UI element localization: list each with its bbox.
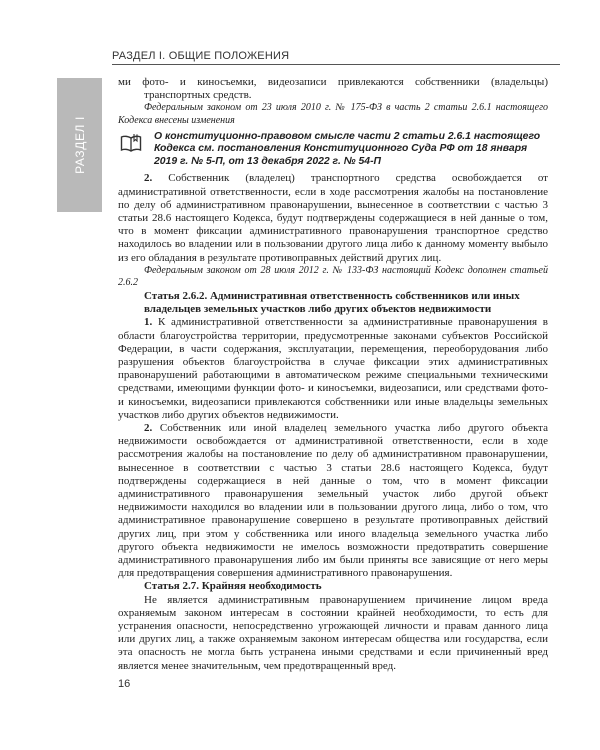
article-2-6-2-title: Статья 2.6.2. Административная ответственность собственников или иных владельцев земельных участков либо других объектов недвижимости bbox=[144, 289, 520, 316]
open-book-icon bbox=[120, 133, 142, 153]
page-content bbox=[118, 76, 548, 673]
paragraph-text: Собственник (владелец) транспортного средства освобождается от административной ответственности, если в ходе рассмотрения жалобы на постановление по делу об административном правонарушении, вынесенное в соответствии с частью 3 статьи 28.6 настоящего Кодекса, будут подтверждены содержащиеся в ней данные о том, что в момент фиксации административного правонарушения транспортное средство находилось во владении или в пользовании другого лица либо к данному моменту выбыло из его обладания в результате противоправных действий других лиц. bbox=[118, 172, 548, 264]
article-2-7-text: Не является административным правонарушением причинение лицом вреда охраняемым законом интересам в состоянии крайней необходимости, то есть для устранения опасности, непосредственно угрожающей личности и правам данного лица или других лиц, а также охраняемым законом интересам общества или государства, если эта опасность не могла быть устранена иными средствами и если причиненный вред является менее значительным, чем предотвращенный вред. bbox=[118, 593, 548, 672]
page-number: 16 bbox=[118, 678, 131, 690]
addition-note: Федеральным законом от 28 июля 2012 г. № 133-ФЗ настоящий Кодекс дополнен статьей 2.6.2 bbox=[118, 264, 548, 289]
article-2-7-title: Статья 2.7. Крайняя необходимость bbox=[144, 580, 322, 593]
section-side-tab bbox=[57, 78, 102, 212]
article-2-6-2-part-2 bbox=[118, 422, 548, 580]
paragraph-number: 1. bbox=[144, 316, 153, 329]
paragraph-text: К административной ответственности за административные правонарушения в области благоустройства территории, предусмотренные законами субъектов Российской Федерации, в части содержания, эксплуатации, перемещения, переоборудования либо разрушения объектов благоустройства в случае фиксации этих административных правонарушений работающими в автоматическом режиме специальными техническими средствами, имеющими функции фото- и киносъемки, видеозаписи, или средствами фото- и киносъемки, видеозаписи привлекаются собственники или иные владельцы земельных участков либо других объектов недвижимости. bbox=[118, 316, 548, 421]
paragraph-continuation: ми фото- и киносъемки, видеозаписи привлекаются собственники (владельцы) транспортных средств. bbox=[118, 76, 548, 102]
paragraph-number: 2. bbox=[144, 422, 153, 435]
paragraph-number: 2. bbox=[144, 172, 153, 185]
paragraph-2 bbox=[118, 172, 548, 264]
constitutional-court-note bbox=[120, 131, 548, 169]
paragraph-text: Собственник или иной владелец земельного участка либо другого объекта недвижимости освобождается от административной ответственности, если в ходе рассмотрения жалобы на постановление по делу об административном правонарушении, вынесенное в соответствии с частью 3 статьи 28.6 настоящего Кодекса, будут подтверждены содержащиеся в ней данные о том, что в момент фиксации административного правонарушения земельный участок либо другой объект недвижимости находился во владении или в пользовании другого лица, либо о том, что административное правонарушение совершено в результате противоправных действий других лиц, при этом у собственника или иного владельца земельного участка либо другого объекта недвижимости не имелось возможности предотвратить совершение административного правонарушения либо им были приняты все зависящие от него меры для предотвращения совершения административного правонарушения. bbox=[118, 422, 548, 580]
side-tab-label: РАЗДЕЛ I bbox=[72, 116, 87, 174]
header-rule bbox=[112, 64, 560, 65]
note-box-text: О конституционно-правовом смысле части 2 статьи 2.6.1 настоящего Кодекса см. постановления Конституционного Суда РФ от 18 января 2019 г. № 5-П, от 13 декабря 2022 г. № 54-П bbox=[154, 130, 541, 167]
running-header: РАЗДЕЛ I. ОБЩИЕ ПОЛОЖЕНИЯ bbox=[112, 50, 290, 62]
article-2-6-2-part-1 bbox=[118, 316, 548, 422]
amendment-note: Федеральным законом от 23 июля 2010 г. № 175-ФЗ в часть 2 статьи 2.6.1 настоящего Кодекса внесены изменения bbox=[118, 102, 548, 126]
